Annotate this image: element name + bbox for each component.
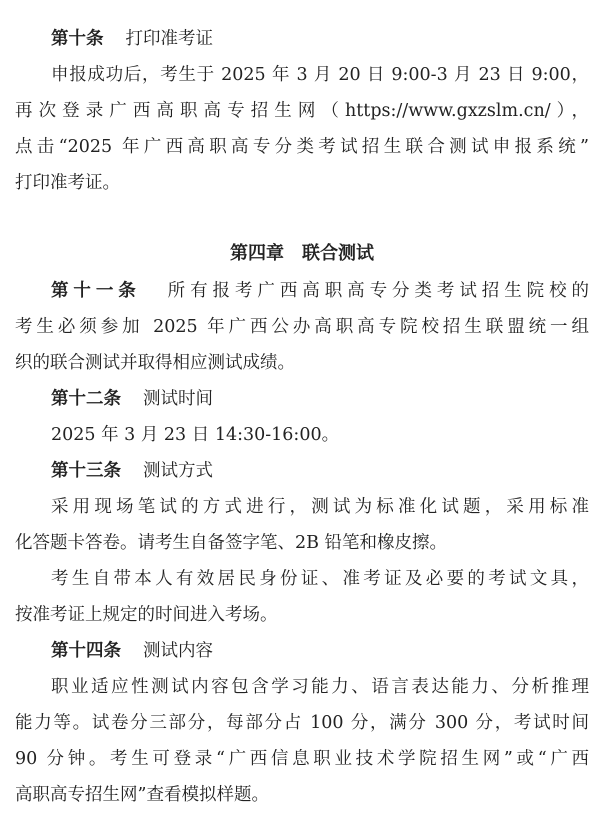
article-14-heading: 第十四条 [51, 641, 121, 661]
article-10-line-2: 再次登录广西高职高专招生网（https://www.gxzslm.cn/）， [15, 101, 589, 121]
article-13-line-4: 按准考证上规定的时间进入考场。 [15, 605, 278, 625]
article-12-heading-line [51, 387, 589, 411]
article-11-line-2: 考生必须参加 2025 年广西公办高职高专院校招生联盟统一组 [15, 317, 589, 337]
article-14-heading-line [51, 639, 589, 663]
article-13-heading: 第十三条 [51, 461, 121, 481]
article-13-line-2: 化答题卡答卷。请考生自备签字笔、2B 铅笔和橡皮擦。 [15, 533, 448, 553]
article-11-heading: 第十一条 [51, 281, 141, 301]
article-14-title: 测试内容 [143, 641, 213, 661]
article-14-line-2: 能力等。试卷分三部分，每部分占 100 分，满分 300 分，考试时间 [15, 713, 589, 733]
article-14-line-3: 90 分钟。考生可登录“广西信息职业技术学院招生网”或“广西 [15, 749, 589, 769]
article-12-line-1: 2025 年 3 月 23 日 14:30-16:00。 [51, 425, 340, 445]
article-10-line-4: 打印准考证。 [15, 173, 120, 193]
article-13-line-1: 采用现场笔试的方式进行，测试为标准化试题，采用标准 [51, 497, 589, 517]
article-10-heading: 第十条 [51, 29, 104, 49]
article-10-line-1: 申报成功后，考生于 2025 年 3 月 20 日 9:00-3 月 23 日 9:00， [51, 65, 589, 85]
article-11-line-3: 织的联合测试并取得相应测试成绩。 [15, 353, 295, 373]
article-11-first-line: 所有报考广西高职高专分类考试招生院校的 [162, 281, 590, 301]
article-14-line-4: 高职高专招生网”查看模拟样题。 [15, 785, 269, 805]
article-13-title: 测试方式 [143, 461, 213, 481]
article-10-heading-line [51, 27, 589, 51]
article-10-title: 打印准考证 [125, 29, 213, 49]
chapter-4-title: 第四章 联合测试 [230, 243, 374, 264]
article-12-heading: 第十二条 [51, 389, 121, 409]
article-12-title: 测试时间 [143, 389, 213, 409]
article-11-heading-line [51, 279, 589, 303]
article-13-line-3: 考生自带本人有效居民身份证、准考证及必要的考试文具， [51, 569, 589, 589]
article-14-line-1: 职业适应性测试内容包含学习能力、语言表达能力、分析推理 [51, 677, 589, 697]
article-10-line-3: 点击“2025 年广西高职高专分类考试招生联合测试申报系统” [15, 137, 589, 157]
article-13-heading-line [51, 459, 589, 483]
